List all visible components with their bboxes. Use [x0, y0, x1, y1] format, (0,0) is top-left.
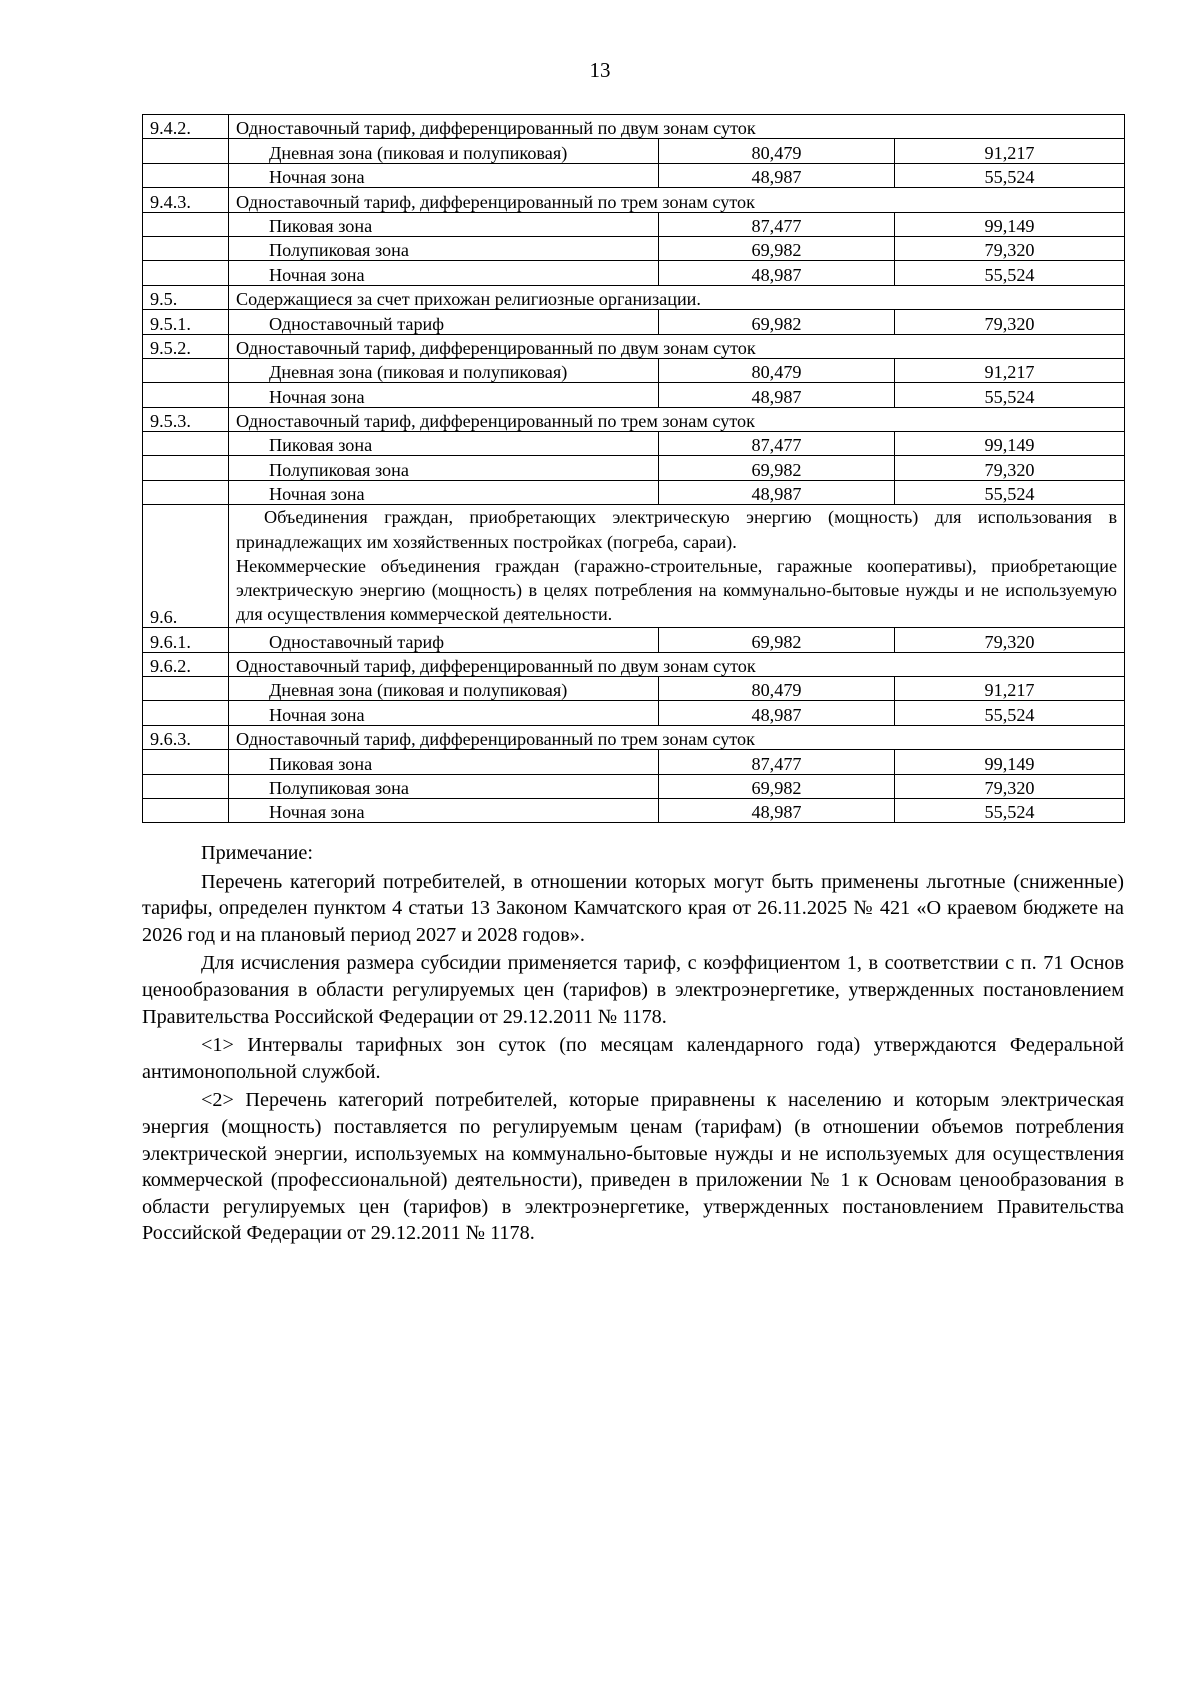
tariff-value-cell: 48,987 [659, 798, 895, 822]
table-row [143, 285, 1125, 309]
tariff-value-cell: 87,477 [659, 750, 895, 774]
category-header-cell: Одноставочный тариф, дифференцированный по трем зонам суток [229, 407, 1125, 431]
tariff-value-with-vat-cell: 79,320 [895, 456, 1125, 480]
tariff-value-cell: 69,982 [659, 310, 895, 334]
row-number-cell: 9.4.3. [143, 188, 229, 212]
tariff-value-with-vat-cell: 91,217 [895, 139, 1125, 163]
table-row [143, 505, 1125, 628]
table-row [143, 310, 1125, 334]
category-description-cell [229, 505, 1125, 628]
table-row [143, 407, 1125, 431]
tariff-value-with-vat-cell: 55,524 [895, 480, 1125, 504]
zone-label-cell: Дневная зона (пиковая и полупиковая) [229, 677, 659, 701]
tariff-value-cell: 48,987 [659, 383, 895, 407]
tariff-value-with-vat-cell: 55,524 [895, 383, 1125, 407]
table-row [143, 798, 1125, 822]
zone-label-cell: Одноставочный тариф [229, 310, 659, 334]
row-number-cell [143, 261, 229, 285]
zone-label-cell: Полупиковая зона [229, 456, 659, 480]
tariff-value-with-vat-cell: 99,149 [895, 750, 1125, 774]
tariff-value-cell: 80,479 [659, 139, 895, 163]
tariff-value-with-vat-cell: 55,524 [895, 163, 1125, 187]
row-number-cell: 9.5. [143, 285, 229, 309]
tariff-value-cell: 69,982 [659, 774, 895, 798]
table-row [143, 677, 1125, 701]
tariff-value-cell: 48,987 [659, 163, 895, 187]
zone-label-cell: Ночная зона [229, 701, 659, 725]
row-number-cell: 9.6.3. [143, 725, 229, 749]
tariff-value-with-vat-cell: 79,320 [895, 628, 1125, 652]
category-header-cell: Одноставочный тариф, дифференцированный по двум зонам суток [229, 652, 1125, 676]
row-number-cell [143, 701, 229, 725]
table-row [143, 725, 1125, 749]
table-row [143, 750, 1125, 774]
table-row [143, 139, 1125, 163]
category-header-cell: Одноставочный тариф, дифференцированный по трем зонам суток [229, 725, 1125, 749]
zone-label-cell: Пиковая зона [229, 432, 659, 456]
table-row [143, 212, 1125, 236]
tariff-value-cell: 48,987 [659, 261, 895, 285]
row-number-cell [143, 383, 229, 407]
page-number: 13 [589, 58, 611, 82]
tariff-value-with-vat-cell: 91,217 [895, 358, 1125, 382]
tariff-value-with-vat-cell: 55,524 [895, 701, 1125, 725]
row-number-cell [143, 163, 229, 187]
row-number-cell: 9.5.2. [143, 334, 229, 358]
tariff-value-with-vat-cell: 99,149 [895, 432, 1125, 456]
zone-label-cell: Дневная зона (пиковая и полупиковая) [229, 358, 659, 382]
tariff-value-cell: 87,477 [659, 212, 895, 236]
tariff-value-with-vat-cell: 91,217 [895, 677, 1125, 701]
table-row [143, 432, 1125, 456]
table-row [143, 480, 1125, 504]
row-number-cell [143, 139, 229, 163]
row-number-cell: 9.4.2. [143, 115, 229, 139]
tariff-value-with-vat-cell: 55,524 [895, 798, 1125, 822]
table-row [143, 163, 1125, 187]
table-row [143, 115, 1125, 139]
tariff-value-cell: 48,987 [659, 701, 895, 725]
zone-label-cell: Дневная зона (пиковая и полупиковая) [229, 139, 659, 163]
row-number-cell: 9.6. [143, 505, 229, 628]
zone-label-cell: Пиковая зона [229, 212, 659, 236]
category-description-paragraph: Объединения граждан, приобретающих электрическую энергию (мощность) для использования в принадлежащих им хозяйственных постройках (погреба, сараи). [236, 507, 1118, 552]
row-number-cell [143, 358, 229, 382]
table-row [143, 261, 1125, 285]
category-description-paragraph: Некоммерческие объединения граждан (гаражно-строительные, гаражные кооперативы), приобретающие электрическую энергию (мощность) в целях потребления на коммунально-бытовые нужды и не используемую для осуществления коммерческой деятельности. [236, 555, 1118, 625]
table-row [143, 358, 1125, 382]
zone-label-cell: Ночная зона [229, 261, 659, 285]
row-number-cell: 9.5.1. [143, 310, 229, 334]
table-row [143, 701, 1125, 725]
tariff-value-cell: 69,982 [659, 456, 895, 480]
row-number-cell [143, 236, 229, 260]
note-paragraph: Перечень категорий потребителей, в отношении которых могут быть применены льготные (сниженные) тарифы, определен пунктом 4 статьи 13 Законом Камчатского края от 26.11.2025 № 421 «О краевом бюджете на 2026 год и на плановый период 2027 и 2028 годов». [142, 870, 1124, 946]
tariff-value-with-vat-cell: 99,149 [895, 212, 1125, 236]
tariff-value-cell: 80,479 [659, 677, 895, 701]
table-row [143, 652, 1125, 676]
table-row [143, 774, 1125, 798]
tariff-value-with-vat-cell: 79,320 [895, 236, 1125, 260]
table-row [143, 628, 1125, 652]
zone-label-cell: Полупиковая зона [229, 236, 659, 260]
tariff-value-with-vat-cell: 79,320 [895, 774, 1125, 798]
tariff-value-cell: 69,982 [659, 236, 895, 260]
note-paragraph: <2> Перечень категорий потребителей, которые приравнены к населению и которым электрическая энергия (мощность) поставляется по регулируемым ценам (тарифам) (в отношении объемов потребления электрической энергии, используемых на коммунально-бытовые нужды и не используемых для осуществления коммерческой (профессиональной) деятельности), приведен в приложении № 1 к Основам ценообразования в области регулируемых цен (тарифов) в электроэнергетике, утвержденных постановлением Правительства Российской Федерации от 29.12.2011 № 1178. [142, 1089, 1124, 1245]
tariff-table [142, 114, 1125, 823]
zone-label-cell: Ночная зона [229, 163, 659, 187]
table-row [143, 236, 1125, 260]
row-number-cell [143, 774, 229, 798]
tariff-value-with-vat-cell: 55,524 [895, 261, 1125, 285]
tariff-value-cell: 48,987 [659, 480, 895, 504]
category-header-cell: Одноставочный тариф, дифференцированный по двум зонам суток [229, 334, 1125, 358]
note-paragraph: <1> Интервалы тарифных зон суток (по месяцам календарного года) утверждаются Федеральной антимонопольной службой. [142, 1034, 1124, 1083]
zone-label-cell: Ночная зона [229, 383, 659, 407]
tariff-value-with-vat-cell: 79,320 [895, 310, 1125, 334]
row-number-cell [143, 750, 229, 774]
category-header-cell: Одноставочный тариф, дифференцированный по двум зонам суток [229, 115, 1125, 139]
tariff-table-body [143, 115, 1125, 823]
table-row [143, 456, 1125, 480]
zone-label-cell: Одноставочный тариф [229, 628, 659, 652]
table-row [143, 383, 1125, 407]
row-number-cell: 9.6.1. [143, 628, 229, 652]
zone-label-cell: Полупиковая зона [229, 774, 659, 798]
zone-label-cell: Пиковая зона [229, 750, 659, 774]
row-number-cell: 9.6.2. [143, 652, 229, 676]
row-number-cell [143, 677, 229, 701]
row-number-cell: 9.5.3. [143, 407, 229, 431]
row-number-cell [143, 480, 229, 504]
tariff-value-cell: 80,479 [659, 358, 895, 382]
tariff-value-cell: 69,982 [659, 628, 895, 652]
row-number-cell [143, 456, 229, 480]
row-number-cell [143, 798, 229, 822]
table-row [143, 334, 1125, 358]
category-header-cell: Одноставочный тариф, дифференцированный по трем зонам суток [229, 188, 1125, 212]
notes-heading: Примечание: [201, 842, 313, 864]
tariff-value-cell: 87,477 [659, 432, 895, 456]
note-paragraph: Для исчисления размера субсидии применяется тариф, с коэффициентом 1, в соответствии с п. 71 Основ ценообразования в области регулируемых цен (тарифов) в электроэнергетике, утвержденных постановлением Правительства Российской Федерации от 29.12.2011 № 1178. [142, 952, 1124, 1028]
row-number-cell [143, 432, 229, 456]
notes-section [142, 840, 1124, 1247]
zone-label-cell: Ночная зона [229, 480, 659, 504]
zone-label-cell: Ночная зона [229, 798, 659, 822]
row-number-cell [143, 212, 229, 236]
table-row [143, 188, 1125, 212]
category-header-cell: Содержащиеся за счет прихожан религиозные организации. [229, 285, 1125, 309]
